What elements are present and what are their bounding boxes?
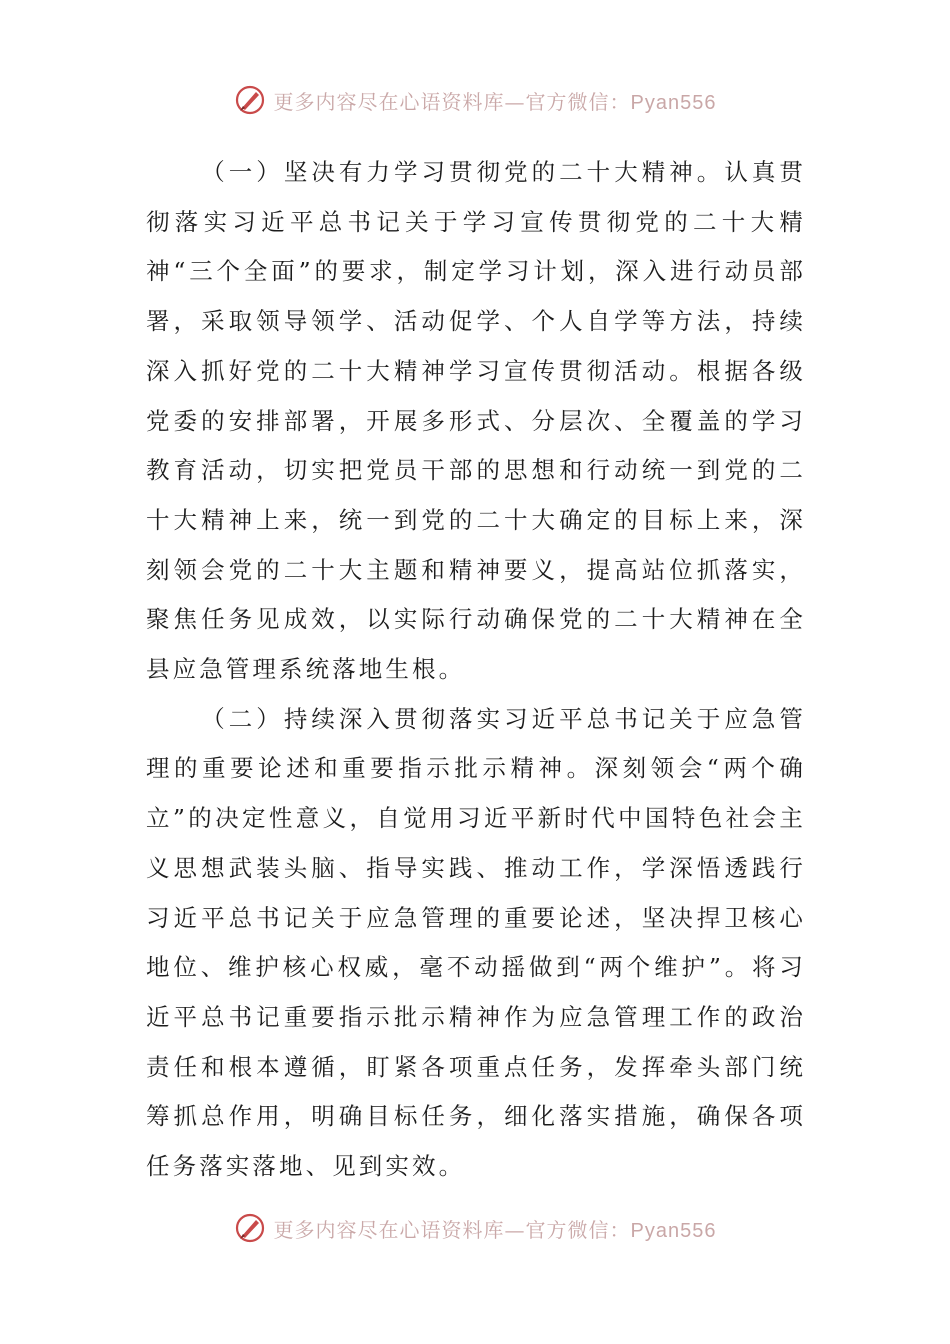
paragraph-1: （一）坚决有力学习贯彻党的二十大精神。认真贯彻落实习近平总书记关于学习宣传贯彻党的二十大精神“三个全面”的要求，制定学习计划，深入进行动员部署，采取领导领学、活动促学、个人自学等方法，持续深入抓好党的二十大精神学习宣传贯彻活动。根据各级党委的安排部署，开展多形式、分层次、全覆盖的学习教育活动，切实把党员干部的思想和行动统一到党的二十大精神上来，统一到党的二十大确定的目标上来，深刻领会党的二十大主题和精神要义，提高站位抓落实，聚焦任务见成效，以实际行动确保党的二十大精神在全县应急管理系统落地生根。 [146,158,806,684]
footer-watermark [0,1212,950,1244]
paragraph-2: （二）持续深入贯彻落实习近平总书记关于应急管理的重要论述和重要指示批示精神。深刻领会“两个确立”的决定性意义，自觉用习近平新时代中国特色社会主义思想武装头脑、指导实践、推动工作，学深悟透践行习近平总书记关于应急管理的重要论述，坚决捍卫核心地位、维护核心权威，毫不动摇做到“两个维护”。将习近平总书记重要指示批示精神作为应急管理工作的政治责任和根本遵循，盯紧各项重点任务，发挥牵头部门统筹抓总作用，明确目标任务，细化落实措施，确保各项任务落实落地、见到实效。 [146,704,806,1181]
watermark-text: 更多内容尽在心语资料库—官方微信：Pyan556 [273,1217,717,1242]
header-watermark [0,84,950,116]
quill-pen-logo-icon [234,84,266,116]
watermark-text: 更多内容尽在心语资料库—官方微信：Pyan556 [273,89,717,114]
wechat-id: Pyan556 [630,91,717,114]
quill-pen-logo-icon [234,1212,266,1244]
document-body [146,148,806,1192]
wechat-id: Pyan556 [630,1219,717,1242]
